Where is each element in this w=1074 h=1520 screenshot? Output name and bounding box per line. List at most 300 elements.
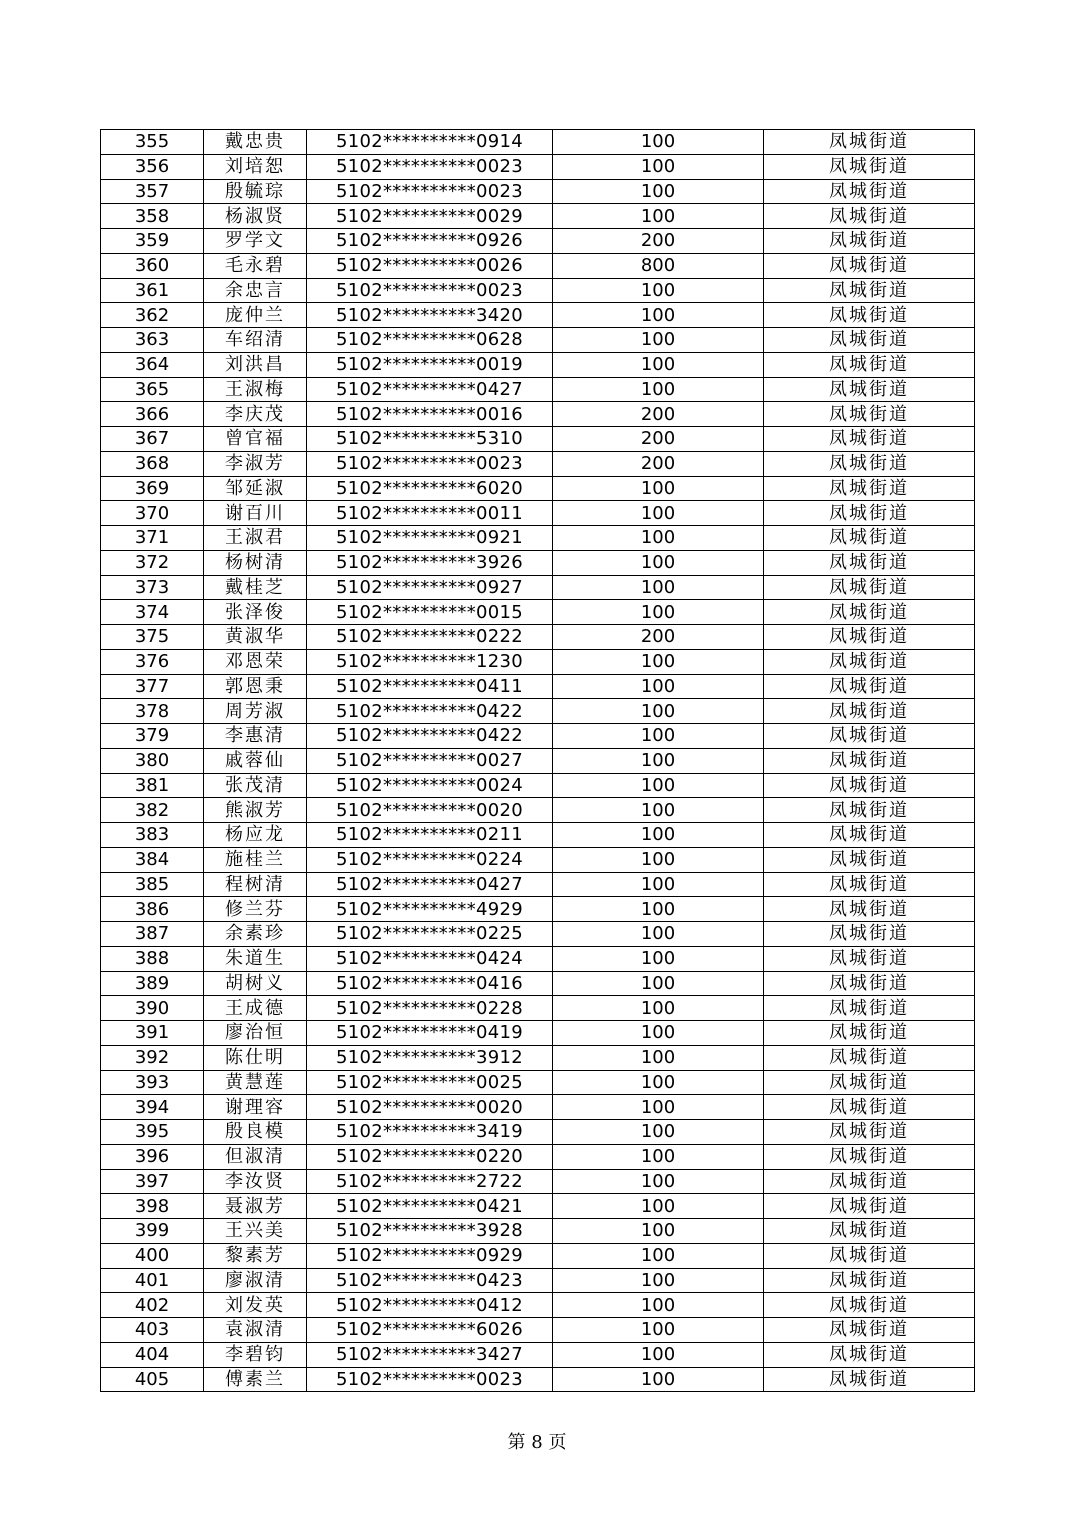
cell-id-number: 5102**********1230 (307, 649, 553, 674)
cell-district: 凤城街道 (764, 427, 975, 452)
cell-amount: 100 (553, 1243, 764, 1268)
cell-district: 凤城街道 (764, 1120, 975, 1145)
cell-id-number: 5102**********3926 (307, 550, 553, 575)
table-row (101, 204, 975, 229)
cell-id-number: 5102**********0024 (307, 773, 553, 798)
table-row (101, 1367, 975, 1392)
cell-number: 375 (101, 625, 204, 650)
cell-district: 凤城街道 (764, 476, 975, 501)
cell-id-number: 5102**********0020 (307, 798, 553, 823)
cell-id-number: 5102**********2722 (307, 1169, 553, 1194)
cell-number: 392 (101, 1045, 204, 1070)
table-row (101, 253, 975, 278)
cell-id-number: 5102**********0020 (307, 1095, 553, 1120)
table-row (101, 600, 975, 625)
cell-district: 凤城街道 (764, 154, 975, 179)
cell-district: 凤城街道 (764, 625, 975, 650)
cell-amount: 100 (553, 847, 764, 872)
cell-name: 殷良模 (204, 1120, 307, 1145)
cell-district: 凤城街道 (764, 526, 975, 551)
cell-amount: 100 (553, 179, 764, 204)
table-row (101, 1120, 975, 1145)
cell-number: 395 (101, 1120, 204, 1145)
cell-amount: 100 (553, 1367, 764, 1392)
cell-number: 380 (101, 748, 204, 773)
cell-amount: 100 (553, 278, 764, 303)
cell-name: 杨树清 (204, 550, 307, 575)
cell-district: 凤城街道 (764, 130, 975, 155)
cell-id-number: 5102**********0027 (307, 748, 553, 773)
table-row (101, 501, 975, 526)
cell-district: 凤城街道 (764, 798, 975, 823)
cell-id-number: 5102**********0016 (307, 402, 553, 427)
cell-number: 376 (101, 649, 204, 674)
table-row (101, 946, 975, 971)
table-row (101, 1293, 975, 1318)
cell-district: 凤城街道 (764, 1367, 975, 1392)
cell-amount: 100 (553, 971, 764, 996)
cell-number: 388 (101, 946, 204, 971)
cell-district: 凤城街道 (764, 1342, 975, 1367)
cell-amount: 100 (553, 130, 764, 155)
cell-id-number: 5102**********0628 (307, 328, 553, 353)
table-row (101, 352, 975, 377)
table-row (101, 427, 975, 452)
cell-number: 390 (101, 996, 204, 1021)
cell-amount: 100 (553, 674, 764, 699)
cell-district: 凤城街道 (764, 996, 975, 1021)
table-body (101, 130, 975, 1392)
cell-district: 凤城街道 (764, 1095, 975, 1120)
cell-name: 谢理容 (204, 1095, 307, 1120)
cell-id-number: 5102**********3419 (307, 1120, 553, 1145)
cell-number: 359 (101, 229, 204, 254)
cell-id-number: 5102**********3427 (307, 1342, 553, 1367)
cell-number: 394 (101, 1095, 204, 1120)
cell-district: 凤城街道 (764, 971, 975, 996)
table-row (101, 377, 975, 402)
table-row (101, 1095, 975, 1120)
cell-name: 邹延淑 (204, 476, 307, 501)
cell-district: 凤城街道 (764, 1293, 975, 1318)
cell-amount: 200 (553, 229, 764, 254)
cell-number: 397 (101, 1169, 204, 1194)
cell-number: 362 (101, 303, 204, 328)
table-row (101, 451, 975, 476)
cell-name: 黎素芳 (204, 1243, 307, 1268)
cell-name: 李惠清 (204, 724, 307, 749)
cell-amount: 100 (553, 1021, 764, 1046)
cell-amount: 200 (553, 427, 764, 452)
cell-number: 364 (101, 352, 204, 377)
cell-name: 邓恩荣 (204, 649, 307, 674)
cell-district: 凤城街道 (764, 1219, 975, 1244)
cell-id-number: 5102**********0419 (307, 1021, 553, 1046)
cell-id-number: 5102**********4929 (307, 897, 553, 922)
cell-district: 凤城街道 (764, 1070, 975, 1095)
table-row (101, 773, 975, 798)
table-row (101, 847, 975, 872)
cell-id-number: 5102**********0929 (307, 1243, 553, 1268)
cell-number: 403 (101, 1318, 204, 1343)
cell-name: 廖淑清 (204, 1268, 307, 1293)
cell-id-number: 5102**********0411 (307, 674, 553, 699)
cell-district: 凤城街道 (764, 897, 975, 922)
table-row (101, 179, 975, 204)
table-row (101, 872, 975, 897)
cell-number: 371 (101, 526, 204, 551)
cell-name: 刘洪昌 (204, 352, 307, 377)
cell-district: 凤城街道 (764, 773, 975, 798)
cell-amount: 100 (553, 1268, 764, 1293)
cell-name: 戴忠贵 (204, 130, 307, 155)
cell-district: 凤城街道 (764, 1045, 975, 1070)
cell-id-number: 5102**********0927 (307, 575, 553, 600)
cell-name: 余素珍 (204, 922, 307, 947)
cell-amount: 100 (553, 897, 764, 922)
cell-name: 王兴美 (204, 1219, 307, 1244)
cell-id-number: 5102**********0228 (307, 996, 553, 1021)
cell-number: 396 (101, 1144, 204, 1169)
cell-number: 401 (101, 1268, 204, 1293)
cell-name: 刘培恕 (204, 154, 307, 179)
cell-district: 凤城街道 (764, 946, 975, 971)
cell-name: 王淑梅 (204, 377, 307, 402)
cell-number: 391 (101, 1021, 204, 1046)
cell-id-number: 5102**********0023 (307, 278, 553, 303)
cell-amount: 100 (553, 996, 764, 1021)
cell-number: 383 (101, 823, 204, 848)
table-row (101, 823, 975, 848)
cell-number: 402 (101, 1293, 204, 1318)
cell-district: 凤城街道 (764, 451, 975, 476)
cell-amount: 100 (553, 1293, 764, 1318)
cell-amount: 100 (553, 328, 764, 353)
cell-name: 毛永碧 (204, 253, 307, 278)
cell-id-number: 5102**********6020 (307, 476, 553, 501)
cell-id-number: 5102**********0422 (307, 699, 553, 724)
cell-amount: 100 (553, 154, 764, 179)
cell-id-number: 5102**********0011 (307, 501, 553, 526)
table-row (101, 154, 975, 179)
cell-amount: 100 (553, 550, 764, 575)
cell-name: 王淑君 (204, 526, 307, 551)
cell-name: 陈仕明 (204, 1045, 307, 1070)
cell-amount: 100 (553, 1144, 764, 1169)
cell-name: 杨淑贤 (204, 204, 307, 229)
cell-district: 凤城街道 (764, 377, 975, 402)
table-row (101, 996, 975, 1021)
cell-number: 358 (101, 204, 204, 229)
cell-name: 廖治恒 (204, 1021, 307, 1046)
cell-number: 365 (101, 377, 204, 402)
cell-amount: 100 (553, 649, 764, 674)
table-row (101, 229, 975, 254)
cell-number: 393 (101, 1070, 204, 1095)
cell-id-number: 5102**********0921 (307, 526, 553, 551)
cell-id-number: 5102**********0220 (307, 1144, 553, 1169)
table-row (101, 922, 975, 947)
cell-amount: 100 (553, 476, 764, 501)
cell-district: 凤城街道 (764, 1169, 975, 1194)
cell-district: 凤城街道 (764, 575, 975, 600)
table-row (101, 1268, 975, 1293)
cell-amount: 200 (553, 451, 764, 476)
cell-number: 378 (101, 699, 204, 724)
cell-amount: 100 (553, 575, 764, 600)
cell-name: 戴桂芝 (204, 575, 307, 600)
cell-name: 傅素兰 (204, 1367, 307, 1392)
cell-id-number: 5102**********3912 (307, 1045, 553, 1070)
table-row (101, 699, 975, 724)
cell-district: 凤城街道 (764, 179, 975, 204)
cell-amount: 200 (553, 402, 764, 427)
cell-id-number: 5102**********0914 (307, 130, 553, 155)
cell-amount: 100 (553, 823, 764, 848)
table-row (101, 1318, 975, 1343)
cell-id-number: 5102**********3928 (307, 1219, 553, 1244)
cell-id-number: 5102**********0224 (307, 847, 553, 872)
cell-number: 372 (101, 550, 204, 575)
cell-district: 凤城街道 (764, 352, 975, 377)
cell-number: 399 (101, 1219, 204, 1244)
cell-name: 熊淑芳 (204, 798, 307, 823)
cell-number: 405 (101, 1367, 204, 1392)
cell-district: 凤城街道 (764, 674, 975, 699)
table-row (101, 1243, 975, 1268)
cell-name: 但淑清 (204, 1144, 307, 1169)
cell-number: 381 (101, 773, 204, 798)
cell-id-number: 5102**********0926 (307, 229, 553, 254)
cell-id-number: 5102**********0412 (307, 1293, 553, 1318)
cell-amount: 100 (553, 1219, 764, 1244)
cell-id-number: 5102**********0019 (307, 352, 553, 377)
page-number: 第 8 页 (507, 1432, 567, 1453)
cell-name: 黄慧莲 (204, 1070, 307, 1095)
cell-district: 凤城街道 (764, 724, 975, 749)
cell-name: 罗学文 (204, 229, 307, 254)
cell-id-number: 5102**********5310 (307, 427, 553, 452)
cell-district: 凤城街道 (764, 847, 975, 872)
table-row (101, 798, 975, 823)
cell-number: 400 (101, 1243, 204, 1268)
table-row (101, 1070, 975, 1095)
cell-number: 370 (101, 501, 204, 526)
cell-amount: 100 (553, 600, 764, 625)
cell-name: 庞仲兰 (204, 303, 307, 328)
table-row (101, 674, 975, 699)
cell-district: 凤城街道 (764, 1021, 975, 1046)
cell-amount: 100 (553, 303, 764, 328)
cell-number: 398 (101, 1194, 204, 1219)
cell-number: 357 (101, 179, 204, 204)
cell-district: 凤城街道 (764, 501, 975, 526)
table-row (101, 1045, 975, 1070)
cell-district: 凤城街道 (764, 253, 975, 278)
cell-district: 凤城街道 (764, 823, 975, 848)
cell-number: 367 (101, 427, 204, 452)
cell-amount: 100 (553, 1120, 764, 1145)
cell-district: 凤城街道 (764, 1268, 975, 1293)
cell-id-number: 5102**********0225 (307, 922, 553, 947)
cell-id-number: 5102**********0427 (307, 377, 553, 402)
cell-district: 凤城街道 (764, 1194, 975, 1219)
cell-amount: 100 (553, 1318, 764, 1343)
cell-name: 李淑芳 (204, 451, 307, 476)
cell-amount: 100 (553, 699, 764, 724)
table-row (101, 476, 975, 501)
cell-name: 李庆茂 (204, 402, 307, 427)
table-row (101, 971, 975, 996)
cell-id-number: 5102**********0025 (307, 1070, 553, 1095)
cell-number: 379 (101, 724, 204, 749)
cell-district: 凤城街道 (764, 1144, 975, 1169)
cell-district: 凤城街道 (764, 649, 975, 674)
cell-name: 李碧钧 (204, 1342, 307, 1367)
cell-number: 389 (101, 971, 204, 996)
cell-district: 凤城街道 (764, 204, 975, 229)
table-row (101, 724, 975, 749)
cell-amount: 100 (553, 1342, 764, 1367)
cell-district: 凤城街道 (764, 600, 975, 625)
cell-amount: 100 (553, 798, 764, 823)
cell-name: 张泽俊 (204, 600, 307, 625)
cell-amount: 100 (553, 501, 764, 526)
cell-number: 356 (101, 154, 204, 179)
subsidy-list-table (100, 129, 975, 1392)
cell-name: 刘发英 (204, 1293, 307, 1318)
cell-district: 凤城街道 (764, 748, 975, 773)
cell-id-number: 5102**********0026 (307, 253, 553, 278)
cell-name: 谢百川 (204, 501, 307, 526)
cell-district: 凤城街道 (764, 550, 975, 575)
table-row (101, 1144, 975, 1169)
cell-id-number: 5102**********6026 (307, 1318, 553, 1343)
cell-amount: 800 (553, 253, 764, 278)
cell-number: 387 (101, 922, 204, 947)
cell-amount: 100 (553, 922, 764, 947)
cell-number: 355 (101, 130, 204, 155)
cell-amount: 100 (553, 724, 764, 749)
cell-name: 李汝贤 (204, 1169, 307, 1194)
cell-name: 胡树义 (204, 971, 307, 996)
table-row (101, 575, 975, 600)
cell-name: 袁淑清 (204, 1318, 307, 1343)
cell-number: 373 (101, 575, 204, 600)
table-row (101, 1194, 975, 1219)
cell-number: 404 (101, 1342, 204, 1367)
cell-amount: 200 (553, 625, 764, 650)
cell-name: 程树清 (204, 872, 307, 897)
cell-id-number: 5102**********0421 (307, 1194, 553, 1219)
table-row (101, 1169, 975, 1194)
table-row (101, 303, 975, 328)
cell-amount: 100 (553, 1095, 764, 1120)
cell-district: 凤城街道 (764, 699, 975, 724)
cell-amount: 100 (553, 872, 764, 897)
cell-id-number: 5102**********0029 (307, 204, 553, 229)
table-row (101, 897, 975, 922)
cell-amount: 100 (553, 773, 764, 798)
cell-district: 凤城街道 (764, 303, 975, 328)
cell-amount: 100 (553, 526, 764, 551)
cell-number: 377 (101, 674, 204, 699)
cell-id-number: 5102**********0423 (307, 1268, 553, 1293)
cell-number: 363 (101, 328, 204, 353)
cell-name: 余忠言 (204, 278, 307, 303)
cell-name: 修兰芬 (204, 897, 307, 922)
cell-amount: 100 (553, 1169, 764, 1194)
table-row (101, 625, 975, 650)
cell-id-number: 5102**********0427 (307, 872, 553, 897)
cell-id-number: 5102**********0211 (307, 823, 553, 848)
cell-amount: 100 (553, 1045, 764, 1070)
cell-name: 张茂清 (204, 773, 307, 798)
cell-district: 凤城街道 (764, 229, 975, 254)
cell-name: 朱道生 (204, 946, 307, 971)
cell-number: 386 (101, 897, 204, 922)
cell-name: 周芳淑 (204, 699, 307, 724)
cell-name: 杨应龙 (204, 823, 307, 848)
cell-id-number: 5102**********0023 (307, 179, 553, 204)
cell-name: 王成德 (204, 996, 307, 1021)
table-row (101, 402, 975, 427)
cell-district: 凤城街道 (764, 402, 975, 427)
cell-number: 382 (101, 798, 204, 823)
table-row (101, 649, 975, 674)
cell-id-number: 5102**********0422 (307, 724, 553, 749)
cell-amount: 100 (553, 1194, 764, 1219)
cell-district: 凤城街道 (764, 1318, 975, 1343)
table-row (101, 1342, 975, 1367)
cell-name: 郭恩秉 (204, 674, 307, 699)
cell-amount: 100 (553, 1070, 764, 1095)
cell-id-number: 5102**********0222 (307, 625, 553, 650)
table-row (101, 130, 975, 155)
table-row (101, 328, 975, 353)
cell-amount: 100 (553, 204, 764, 229)
cell-id-number: 5102**********0023 (307, 154, 553, 179)
cell-district: 凤城街道 (764, 1243, 975, 1268)
cell-id-number: 5102**********0015 (307, 600, 553, 625)
cell-number: 368 (101, 451, 204, 476)
cell-amount: 100 (553, 377, 764, 402)
cell-number: 360 (101, 253, 204, 278)
cell-district: 凤城街道 (764, 922, 975, 947)
cell-amount: 100 (553, 748, 764, 773)
cell-id-number: 5102**********0424 (307, 946, 553, 971)
cell-id-number: 5102**********0023 (307, 451, 553, 476)
cell-number: 369 (101, 476, 204, 501)
cell-id-number: 5102**********3420 (307, 303, 553, 328)
cell-number: 385 (101, 872, 204, 897)
cell-name: 戚蓉仙 (204, 748, 307, 773)
cell-amount: 100 (553, 352, 764, 377)
table-row (101, 278, 975, 303)
cell-name: 黄淑华 (204, 625, 307, 650)
cell-number: 366 (101, 402, 204, 427)
cell-id-number: 5102**********0416 (307, 971, 553, 996)
cell-name: 施桂兰 (204, 847, 307, 872)
cell-name: 殷毓琮 (204, 179, 307, 204)
cell-number: 361 (101, 278, 204, 303)
table-row (101, 550, 975, 575)
cell-district: 凤城街道 (764, 278, 975, 303)
cell-district: 凤城街道 (764, 328, 975, 353)
cell-number: 374 (101, 600, 204, 625)
cell-name: 聂淑芳 (204, 1194, 307, 1219)
table-row (101, 1219, 975, 1244)
